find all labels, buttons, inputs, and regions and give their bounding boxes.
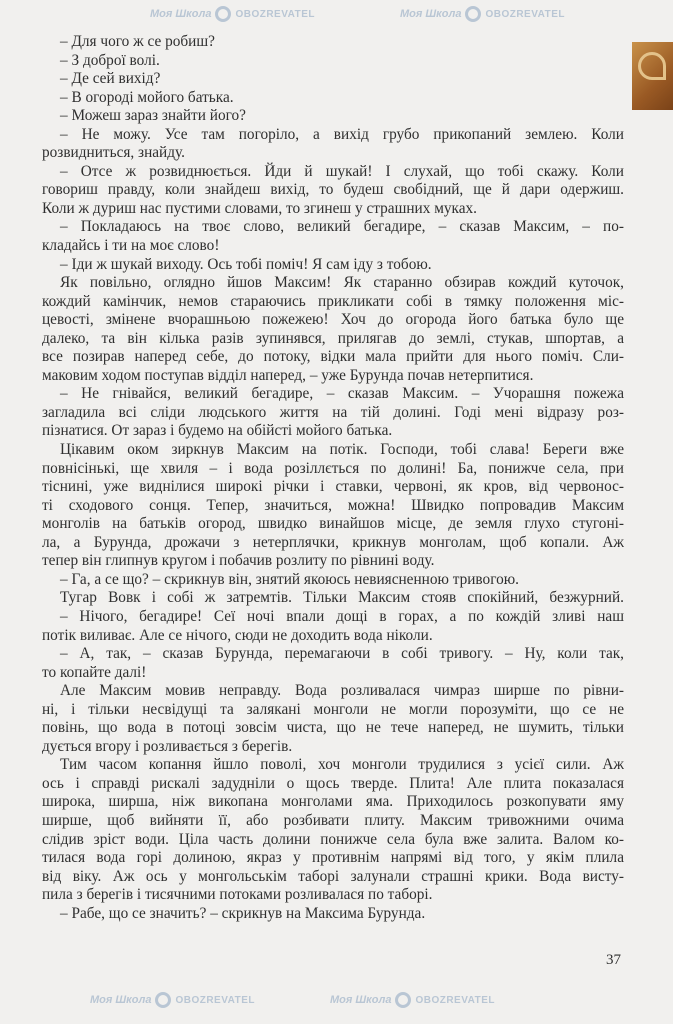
paragraph [42,905,624,924]
watermark-logo-icon [395,992,411,1008]
paragraph [42,571,624,590]
paragraph [42,385,624,441]
text-line: кладайсь і ти на моє слово! [42,237,220,255]
watermark-school-label: Моя Школа [150,8,212,20]
paragraph [42,89,624,108]
text-line: повнісінькі, ще хвиля – і вода розіллється по долині! Ба, понижче села, при [42,459,624,477]
text-line: – Іди ж шукай виходу. Ось тобі поміч! Я сам іду з тобою. [60,255,432,273]
text-line: розвидниться, знайду. [42,144,185,162]
text-line: ла, а Бурунда, дрожачи з нетерплячки, крикнув монголам, щоб копали. Аж [42,533,624,551]
paragraph [42,608,624,645]
text-line: Тугар Вовк і собі ж затремтів. Тільки Максим стояв спокійний, безжурний. [60,589,624,607]
paragraph [42,70,624,89]
text-line: ширше, щоб вийняти її, або розбивати плиту. Максим тривожними очима [42,811,624,829]
text-line: кождий камінчик, немов стараючись прикликати собі в тямку положення міс- [42,292,624,310]
watermark-logo-icon [155,992,171,1008]
text-line: ось і справді рискалі задудніли о щось тверде. Плита! Але плита показалася [42,774,624,792]
watermark [90,992,255,1008]
paragraph [42,163,624,219]
text-line: дується вгору і розливається з берегів. [42,737,293,755]
text-line: – Отсе ж розвиднюється. Йди й шукай! І слухай, що тобі скажу. Коли [60,162,624,180]
text-line: то копайте далі! [42,663,147,681]
text-line: – Не можу. Усе там погоріло, а вихід грубо прикопаний землею. Коли [60,125,624,143]
watermark-logo-icon [465,6,481,22]
text-line: – Покладаюсь на твоє слово, великий бегадире, – сказав Максим, – по- [60,218,624,236]
watermark-brand-label: OBOZREVATEL [235,8,316,20]
text-line: говориш правду, коли знайдеш вихід, то будеш свобідний, ще й дари одержиш. [42,181,624,199]
text-line: пила з берегів і тисячними потоками розливалася по таборі. [42,886,433,904]
text-line: – Га, а се що? – скрикнув він, знятий якоюсь невиясненною тривогою. [60,570,519,588]
paragraph [42,107,624,126]
text-line: ні, і тільки несвідущі та залякані монголи не могли порозуміти, що се не [42,700,624,718]
watermark-school-label: Моя Школа [400,8,462,20]
text-line: Цікавим оком зиркнув Максим на потік. Господи, тобі слава! Береги вже [60,441,624,459]
watermark [400,6,565,22]
text-line: – Можеш зараз знайти його? [60,107,246,125]
text-line: маковим ходом поступав відділ наперед, – уже Бурунда почав нетерпитися. [42,366,534,384]
story-text [42,33,624,923]
paragraph [42,441,624,571]
text-line: тилася вода горі долиною, якраз у противнім напрямі від того, у якім плила [42,849,624,867]
paragraph [42,126,624,163]
paragraph [42,256,624,275]
text-line: від віку. Аж ось у монгольськім таборі залунали страшні крики. Вода висту- [42,867,624,885]
text-line: тепер він глипнув кругом і побачив розлиту по рівнині воду. [42,552,435,570]
paragraph [42,645,624,682]
text-line: Коли ж дуриш нас пустими словами, то згинеш у страшних муках. [42,199,477,217]
text-line: тіснині, уже виднілися широкі річки і ставки, червоні, як кров, від червонос- [42,478,624,496]
text-line: пізнатися. От зараз і будемо на обійсті мойого батька. [42,422,393,440]
text-line: широка, ширша, ніж викопана монголами яма. Приходилось розкопувати яму [42,793,624,811]
paragraph [42,33,624,52]
text-line: – А, так, – сказав Бурунда, перемагаючи в собі тривогу. – Ну, коли так, [60,645,624,663]
text-line: ті сходового сонця. Тепер, значиться, можна! Швидко попровадив Максим [42,496,624,514]
paragraph [42,756,624,904]
text-line: повінь, що вода в потоці зовсім чиста, що не тече наперед, не шумить, тільки [42,719,624,737]
text-line: – Рабе, що се значить? – скрикнув на Максима Бурунда. [60,904,426,922]
text-line: Як повільно, оглядно йшов Максим! Як старанно обзирав кождий куточок, [60,274,624,292]
text-line: – В огороді мойого батька. [60,88,234,106]
watermark-school-label: Моя Школа [90,994,152,1006]
paragraph [42,218,624,255]
text-line: загладила всі сліди людського життя на тій долині. Годі мені відразу роз- [42,403,624,421]
paragraph [42,682,624,756]
text-line: – З доброї волі. [60,51,160,69]
text-line: Тим часом копання йшло поволі, хоч монголи трудилися з усієї сили. Аж [60,756,624,774]
watermark-logo-icon [215,6,231,22]
text-line: – Для чого ж се робиш? [60,33,215,50]
watermark-brand-label: OBOZREVATEL [485,8,566,20]
watermark [150,6,315,22]
watermark-brand-label: OBOZREVATEL [175,994,256,1006]
text-line: все позирав наперед себе, до потоку, відки мала прийти для нього поміч. Сли- [42,348,624,366]
page-number: 37 [606,952,621,968]
text-line: – Не гнівайся, великий бегадире, – сказав Максим. – Учорашня пожежа [60,385,624,403]
text-line: цевості, змінене вчорашньою пожежею! Хоч до огорода його батька було ще [42,311,624,329]
paragraph [42,274,624,385]
text-line: далеко, та він кілька разів зупинявся, прилягав до землі, стукав, шпортав, а [42,329,624,347]
text-line: – Де сей вихід? [60,70,161,88]
paragraph [42,589,624,608]
text-line: потік виливає. Але се нічого, сюди не доходить вода ніколи. [42,626,433,644]
text-line: Але Максим мовив неправду. Вода розливалася чимраз ширше по рівни- [60,682,624,700]
paragraph [42,52,624,71]
watermark [330,992,495,1008]
watermark-school-label: Моя Школа [330,994,392,1006]
text-line: слідив зріст води. Ціла часть долини понижче села була вже залита. Валом ко- [42,830,624,848]
corner-ornament-image [632,42,673,110]
text-line: монголів на батьків огород, швидко винайшов місце, де земля глухо стугоні- [42,515,624,533]
watermark-brand-label: OBOZREVATEL [415,994,496,1006]
text-line: – Нічого, бегадире! Сеї ночі впали дощі в горах, а по кождій зливі наш [60,607,624,625]
